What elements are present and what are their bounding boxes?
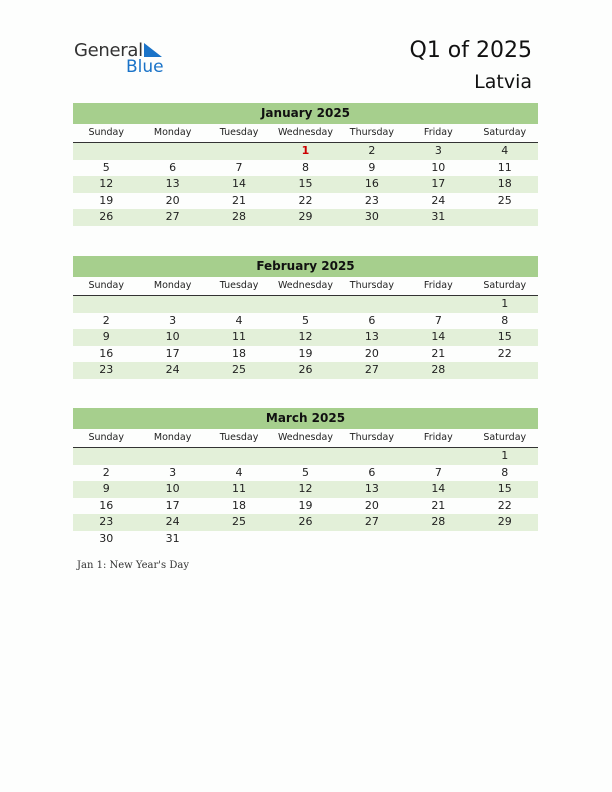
day-cell <box>272 448 338 465</box>
week-row <box>73 514 538 531</box>
day-cell: 2 <box>102 313 110 327</box>
day-cell: 8 <box>501 465 509 479</box>
weekday-label: Monday <box>153 280 192 291</box>
week-row <box>73 481 538 498</box>
weekday-label: Sunday <box>88 280 124 291</box>
day-cell: 29 <box>298 210 313 224</box>
day-cell: 23 <box>99 515 114 529</box>
holiday-note: Jan 1: New Year's Day <box>77 560 189 571</box>
day-cell: 9 <box>368 160 376 174</box>
month-title: February 2025 <box>73 256 538 277</box>
day-cell: 31 <box>431 210 446 224</box>
day-cell: 10 <box>165 482 180 496</box>
day-cell <box>272 296 338 313</box>
day-cell: 25 <box>232 515 247 529</box>
day-cell: 13 <box>165 177 180 191</box>
day-cell: 10 <box>165 330 180 344</box>
day-cell <box>139 448 205 465</box>
day-cell: 4 <box>235 313 243 327</box>
brand-general: General <box>74 40 143 61</box>
week-row <box>73 329 538 346</box>
day-cell: 16 <box>99 346 114 360</box>
day-cell <box>206 448 272 465</box>
day-cell: 12 <box>99 177 114 191</box>
day-cell: 24 <box>431 193 446 207</box>
day-cell: 1 <box>501 449 509 462</box>
day-cell: 18 <box>232 498 247 512</box>
day-cell: 7 <box>235 160 243 174</box>
day-cell: 6 <box>368 465 376 479</box>
day-cell: 6 <box>169 160 177 174</box>
day-cell: 21 <box>232 193 247 207</box>
day-cell <box>405 448 471 465</box>
week-row <box>73 531 538 548</box>
month-title: March 2025 <box>73 408 538 429</box>
day-cell <box>472 209 538 226</box>
day-cell: 1 <box>501 297 509 310</box>
day-cell: 8 <box>501 313 509 327</box>
day-cell: 3 <box>434 144 442 157</box>
day-cell: 13 <box>364 482 379 496</box>
day-cell: 11 <box>497 160 512 174</box>
day-cell: 5 <box>301 313 309 327</box>
country-name: Latvia <box>474 71 532 93</box>
day-cell: 27 <box>165 210 180 224</box>
weekday-header <box>73 124 538 143</box>
day-cell: 24 <box>165 363 180 377</box>
weekday-label: Friday <box>423 432 453 443</box>
day-cell: 18 <box>497 177 512 191</box>
day-cell: 22 <box>298 193 313 207</box>
day-cell: 26 <box>99 210 114 224</box>
weekday-label: Tuesday <box>219 280 259 291</box>
day-cell <box>206 296 272 313</box>
day-cell: 22 <box>497 346 512 360</box>
day-cell: 22 <box>497 498 512 512</box>
day-cell <box>339 296 405 313</box>
day-cell <box>73 448 139 465</box>
weekday-label: Sunday <box>88 127 124 138</box>
weekday-label: Tuesday <box>219 432 259 443</box>
day-cell <box>339 448 405 465</box>
weekday-label: Friday <box>423 280 453 291</box>
day-cell <box>405 296 471 313</box>
day-cell: 6 <box>368 313 376 327</box>
day-cell: 21 <box>431 498 446 512</box>
day-cell: 26 <box>298 363 313 377</box>
day-cell: 8 <box>301 160 309 174</box>
day-cell: 12 <box>298 330 313 344</box>
week-row <box>73 176 538 193</box>
weekday-label: Tuesday <box>219 127 259 138</box>
day-cell: 11 <box>232 330 247 344</box>
weekday-label: Wednesday <box>277 280 333 291</box>
day-cell: 10 <box>431 160 446 174</box>
day-cell: 11 <box>232 482 247 496</box>
day-cell: 5 <box>301 465 309 479</box>
day-cell: 19 <box>298 346 313 360</box>
weekday-label: Thursday <box>349 280 394 291</box>
day-cell <box>472 362 538 379</box>
brand-blue: Blue <box>126 57 164 77</box>
day-cell: 30 <box>99 531 114 545</box>
weekday-label: Wednesday <box>277 127 333 138</box>
week-row <box>73 296 538 313</box>
weekday-header <box>73 429 538 448</box>
day-cell: 2 <box>368 144 376 157</box>
week-row <box>73 143 538 160</box>
day-cell: 9 <box>102 330 110 344</box>
day-cell: 5 <box>102 160 110 174</box>
week-row <box>73 313 538 330</box>
day-cell: 25 <box>497 193 512 207</box>
day-cell: 17 <box>165 498 180 512</box>
day-cell: 15 <box>298 177 313 191</box>
day-cell: 15 <box>497 482 512 496</box>
weekday-label: Thursday <box>349 432 394 443</box>
day-cell: 17 <box>165 346 180 360</box>
day-cell: 27 <box>364 363 379 377</box>
day-cell <box>405 531 471 548</box>
day-cell: 26 <box>298 515 313 529</box>
day-cell: 12 <box>298 482 313 496</box>
weekday-label: Saturday <box>483 127 527 138</box>
weekday-label: Saturday <box>483 432 527 443</box>
day-cell <box>139 143 205 160</box>
day-cell <box>139 296 205 313</box>
day-cell: 20 <box>165 193 180 207</box>
day-cell: 17 <box>431 177 446 191</box>
day-cell: 16 <box>364 177 379 191</box>
weekday-header <box>73 277 538 296</box>
day-cell: 1 <box>301 144 310 157</box>
day-cell: 20 <box>364 498 379 512</box>
weekday-label: Monday <box>153 127 192 138</box>
day-cell <box>272 531 338 548</box>
day-cell: 16 <box>99 498 114 512</box>
day-cell <box>472 531 538 548</box>
brand-logo <box>74 40 174 80</box>
day-cell: 13 <box>364 330 379 344</box>
day-cell: 9 <box>102 482 110 496</box>
day-cell: 18 <box>232 346 247 360</box>
week-row <box>73 160 538 177</box>
month-title: January 2025 <box>73 103 538 124</box>
weekday-label: Wednesday <box>277 432 333 443</box>
weekday-label: Saturday <box>483 280 527 291</box>
weekday-label: Thursday <box>349 127 394 138</box>
day-cell: 23 <box>364 193 379 207</box>
day-cell: 30 <box>364 210 379 224</box>
day-cell: 28 <box>431 363 446 377</box>
day-cell: 23 <box>99 363 114 377</box>
month-calendar <box>73 103 538 226</box>
day-cell: 7 <box>434 465 442 479</box>
day-cell: 27 <box>364 515 379 529</box>
day-cell <box>339 531 405 548</box>
day-cell: 2 <box>102 465 110 479</box>
day-cell: 28 <box>232 210 247 224</box>
day-cell: 28 <box>431 515 446 529</box>
day-cell: 25 <box>232 363 247 377</box>
day-cell: 29 <box>497 515 512 529</box>
month-calendar <box>73 408 538 548</box>
week-row <box>73 498 538 515</box>
day-cell <box>206 143 272 160</box>
day-cell: 14 <box>232 177 247 191</box>
week-row <box>73 465 538 482</box>
weekday-label: Friday <box>423 127 453 138</box>
day-cell <box>73 296 139 313</box>
day-cell: 31 <box>165 531 180 545</box>
day-cell: 3 <box>169 313 177 327</box>
day-cell: 7 <box>434 313 442 327</box>
day-cell: 21 <box>431 346 446 360</box>
week-row <box>73 193 538 210</box>
day-cell: 14 <box>431 482 446 496</box>
week-row <box>73 448 538 465</box>
day-cell: 4 <box>501 144 509 157</box>
page-title: Q1 of 2025 <box>409 38 532 63</box>
weekday-label: Sunday <box>88 432 124 443</box>
day-cell: 24 <box>165 515 180 529</box>
day-cell: 19 <box>298 498 313 512</box>
month-calendar <box>73 256 538 379</box>
day-cell: 15 <box>497 330 512 344</box>
day-cell <box>206 531 272 548</box>
week-row <box>73 209 538 226</box>
day-cell: 4 <box>235 465 243 479</box>
week-row <box>73 346 538 363</box>
week-row <box>73 362 538 379</box>
day-cell: 3 <box>169 465 177 479</box>
day-cell <box>73 143 139 160</box>
day-cell: 20 <box>364 346 379 360</box>
day-cell: 19 <box>99 193 114 207</box>
weekday-label: Monday <box>153 432 192 443</box>
day-cell: 14 <box>431 330 446 344</box>
